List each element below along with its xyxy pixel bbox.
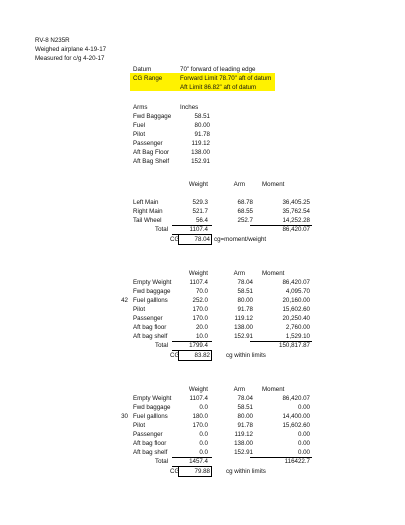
- doc-title: RV-8 N235R: [35, 37, 70, 44]
- row-arm: 58.51: [237, 404, 253, 411]
- cg-value: 79.88: [194, 468, 210, 475]
- row-name: Aft bag shelf: [133, 333, 168, 340]
- total-moment: 116422.7: [284, 458, 310, 465]
- arm-value: 138.00: [191, 149, 210, 156]
- header-arm: Arm: [233, 270, 245, 277]
- row-weight: 170.0: [192, 422, 208, 429]
- row-name: Fuel galllons: [133, 297, 168, 304]
- row-arm: 80.00: [237, 297, 253, 304]
- total-weight: 1107.4: [189, 226, 208, 233]
- arm-value: 152.91: [191, 158, 210, 165]
- total-label: Total: [155, 342, 169, 349]
- arms-header-label: Arms: [133, 104, 148, 111]
- row-weight: 170.0: [192, 315, 208, 322]
- row-weight: 180.0: [192, 413, 208, 420]
- header-weight: Weight: [188, 270, 208, 277]
- row-moment: 1,529.10: [285, 333, 310, 340]
- row-weight: 529.3: [192, 199, 208, 206]
- aft-limit: Aft Limit 86.82" aft of datum: [180, 84, 257, 91]
- row-weight: 0.0: [199, 431, 208, 438]
- arm-value: 58.51: [194, 113, 210, 120]
- arm-name: Fuel: [133, 122, 146, 129]
- row-moment: 15,602.60: [282, 422, 310, 429]
- row-arm: 119.12: [234, 431, 253, 438]
- row-moment: 15,602.60: [282, 306, 310, 313]
- row-name: Pilot: [133, 306, 146, 313]
- arm-value: 119.12: [191, 140, 210, 147]
- row-arm: 68.55: [237, 208, 253, 215]
- row-moment: 20,250.40: [282, 315, 310, 322]
- row-arm: 152.91: [234, 449, 253, 456]
- row-weight: 70.0: [195, 288, 208, 295]
- arm-value: 80.00: [194, 122, 210, 129]
- header-arm: Arm: [233, 181, 245, 188]
- row-name: Right Main: [133, 208, 163, 215]
- total-moment: 86,420.07: [282, 226, 310, 233]
- arm-value: 91.78: [194, 131, 210, 138]
- cg-value: 83.82: [194, 352, 210, 359]
- header-weight: Weight: [188, 181, 208, 188]
- measured-date: Measured for c/g 4-20-17: [35, 55, 105, 62]
- row-moment: 14,252.28: [282, 217, 310, 224]
- row-name: Fwd baggage: [133, 404, 171, 411]
- row-arm: 138.00: [234, 440, 253, 447]
- row-arm: 91.78: [237, 306, 253, 313]
- header-arm: Arm: [233, 386, 245, 393]
- row-moment: 20,160.00: [282, 297, 310, 304]
- row-moment: 0.00: [297, 404, 310, 411]
- row-weight: 170.0: [192, 306, 208, 313]
- fuel-gallons-count: 42: [121, 297, 128, 304]
- row-moment: 14,400.00: [282, 413, 310, 420]
- total-label: Total: [155, 226, 169, 233]
- row-weight: 20.0: [195, 324, 208, 331]
- cg-note: cg within limits: [226, 468, 266, 475]
- row-weight: 252.0: [192, 297, 208, 304]
- row-arm: 152.91: [234, 333, 253, 340]
- arm-name: Fwd Baggage: [133, 113, 172, 120]
- datum-value: 70" forward of leading edge: [180, 66, 256, 73]
- row-name: Passenger: [133, 315, 163, 322]
- weighed-date: Weighed airplane 4-19-17: [35, 46, 107, 53]
- row-name: Fuel galllons: [133, 413, 168, 420]
- row-weight: 1107.4: [189, 395, 208, 402]
- row-name: Fwd baggage: [133, 288, 171, 295]
- arm-name: Aft Bag Floor: [133, 149, 170, 156]
- row-weight: 1107.4: [189, 279, 208, 286]
- datum-label: Datum: [133, 66, 152, 73]
- fuel-gallons-count: 30: [121, 413, 128, 420]
- row-weight: 10.0: [195, 333, 208, 340]
- row-name: Tail Wheel: [133, 217, 162, 224]
- total-moment: 150,817.87: [279, 342, 310, 349]
- header-moment: Moment: [262, 181, 285, 188]
- row-name: Left Main: [133, 199, 159, 206]
- row-moment: 36,405.25: [282, 199, 310, 206]
- total-weight: 1457.4: [189, 458, 208, 465]
- header-moment: Moment: [262, 386, 285, 393]
- cg-note: cg=moment/weight: [214, 236, 267, 243]
- cg-label: CG: [170, 468, 180, 475]
- row-weight: 0.0: [199, 440, 208, 447]
- row-arm: 68.78: [237, 199, 253, 206]
- arms-header-units: Inches: [180, 104, 199, 111]
- row-arm: 119.12: [234, 315, 253, 322]
- row-moment: 86,420.07: [282, 395, 310, 402]
- cg-note: cg within limits: [226, 352, 266, 359]
- row-moment: 0.00: [297, 440, 310, 447]
- arm-name: Passenger: [133, 140, 163, 147]
- cg-range-label: CG Range: [133, 75, 163, 82]
- row-name: Passenger: [133, 431, 163, 438]
- row-arm: 80.00: [237, 413, 253, 420]
- row-name: Aft bag floor: [133, 324, 167, 331]
- arm-name: Aft Bag Shelf: [133, 158, 170, 165]
- row-moment: 86,420.07: [282, 279, 310, 286]
- row-moment: 2,760.00: [285, 324, 310, 331]
- row-name: Empty Weight: [133, 395, 172, 402]
- row-arm: 252.7: [237, 217, 253, 224]
- row-name: Aft bag shelf: [133, 449, 168, 456]
- row-arm: 78.04: [237, 395, 253, 402]
- row-moment: 35,762.54: [282, 208, 310, 215]
- cg-label: CG: [170, 236, 180, 243]
- row-weight: 521.7: [192, 208, 208, 215]
- row-name: Empty Weight: [133, 279, 172, 286]
- total-label: Total: [155, 458, 169, 465]
- row-weight: 0.0: [199, 449, 208, 456]
- cg-label: CG: [170, 352, 180, 359]
- arm-name: Pilot: [133, 131, 146, 138]
- row-weight: 56.4: [195, 217, 208, 224]
- header-moment: Moment: [262, 270, 285, 277]
- cg-value: 78.04: [194, 236, 210, 243]
- header-weight: Weight: [188, 386, 208, 393]
- row-moment: 0.00: [297, 431, 310, 438]
- forward-limit: Forward Limit 78.70" aft of datum: [180, 75, 272, 82]
- row-arm: 138.00: [234, 324, 253, 331]
- row-moment: 0.00: [297, 449, 310, 456]
- row-name: Aft bag floor: [133, 440, 167, 447]
- row-arm: 78.04: [237, 279, 253, 286]
- row-moment: 4,095.70: [285, 288, 310, 295]
- row-name: Pilot: [133, 422, 146, 429]
- row-weight: 0.0: [199, 404, 208, 411]
- row-arm: 91.78: [237, 422, 253, 429]
- total-weight: 1799.4: [189, 342, 208, 349]
- row-arm: 58.51: [237, 288, 253, 295]
